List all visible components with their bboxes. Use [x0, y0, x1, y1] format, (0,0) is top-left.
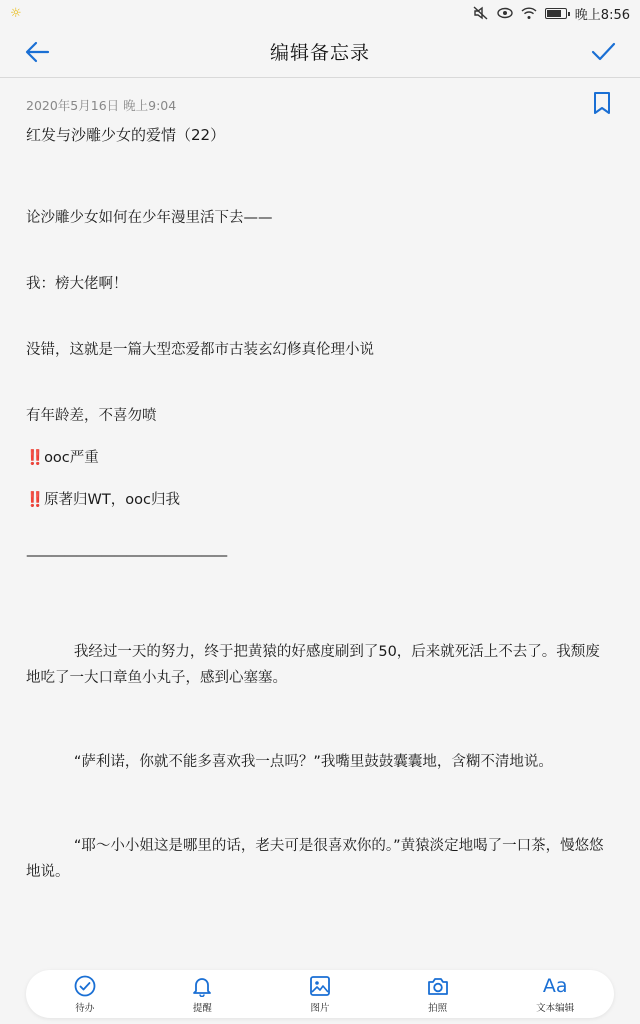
story-paragraph: 我经过一天的努力，终于把黄猿的好感度刷到了50，后来就死活上不去了。我颓废地吃了一大口章鱼小丸子，感到心塞塞。: [26, 644, 600, 686]
page-title: 编辑备忘录: [269, 42, 370, 64]
remind-button[interactable]: [157, 975, 247, 1014]
remind-label: 提醒: [192, 1002, 212, 1014]
brightness-icon: ☼: [10, 5, 22, 21]
double-exclamation-icon: ‼️: [26, 450, 45, 466]
note-line: 有年龄差，不喜勿喷: [26, 408, 157, 424]
note-line: 论沙雕少女如何在少年漫里活下去——: [26, 210, 273, 226]
text-format-icon: Aa: [542, 974, 568, 997]
camera-button[interactable]: [393, 975, 483, 1014]
image-label: 图片: [310, 1002, 330, 1014]
todo-check-icon: [73, 975, 97, 997]
checkmark-icon[interactable]: [588, 38, 618, 66]
eye-icon: [497, 6, 513, 20]
text-edit-button[interactable]: [510, 975, 600, 1014]
text-edit-label: 文本编辑: [536, 1002, 575, 1014]
bookmark-icon[interactable]: [592, 91, 612, 115]
warning-line: [26, 445, 614, 471]
back-arrow-icon[interactable]: [22, 38, 52, 66]
camera-icon: [426, 975, 450, 997]
note-timestamp: 2020年5月16日 晚上9:04: [26, 98, 177, 113]
double-exclamation-icon: ‼️: [26, 492, 45, 508]
warning-text: ooc严重: [44, 450, 99, 466]
warning-text: 原著归WT，ooc归我: [44, 492, 180, 508]
image-button[interactable]: [275, 975, 365, 1014]
separator-line: ————————————————: [26, 548, 226, 564]
story-paragraph: “耶～小小姐这是哪里的话，老夫可是很喜欢你的。”黄猿淡定地喝了一口茶，慢悠悠地说。: [26, 838, 604, 880]
status-time: 晚上8:56: [574, 7, 630, 23]
note-content[interactable]: [0, 78, 640, 958]
camera-label: 拍照: [428, 1002, 448, 1014]
title-bar: [0, 26, 640, 78]
battery-level: [547, 10, 561, 17]
battery-icon: [545, 8, 567, 19]
note-line: 我：榜大佬啊！: [26, 276, 128, 292]
bell-icon: [190, 975, 214, 997]
note-title: 红发与沙雕少女的爱情（22）: [26, 126, 226, 144]
wifi-icon: [521, 6, 537, 20]
status-bar: [0, 0, 640, 26]
todo-label: 待办: [75, 1002, 95, 1014]
note-line: 没错，这就是一篇大型恋爱都市古装玄幻修真伦理小说: [26, 342, 374, 358]
image-icon: [308, 975, 332, 997]
warning-line: [26, 487, 614, 513]
story-paragraph: “萨利诺，你就不能多喜欢我一点吗？”我嘴里鼓鼓囊囊地，含糊不清地说。: [73, 754, 553, 770]
todo-button[interactable]: [40, 975, 130, 1014]
status-right: [473, 4, 630, 23]
bottom-toolbar: [26, 970, 614, 1018]
mute-icon: [473, 6, 489, 20]
